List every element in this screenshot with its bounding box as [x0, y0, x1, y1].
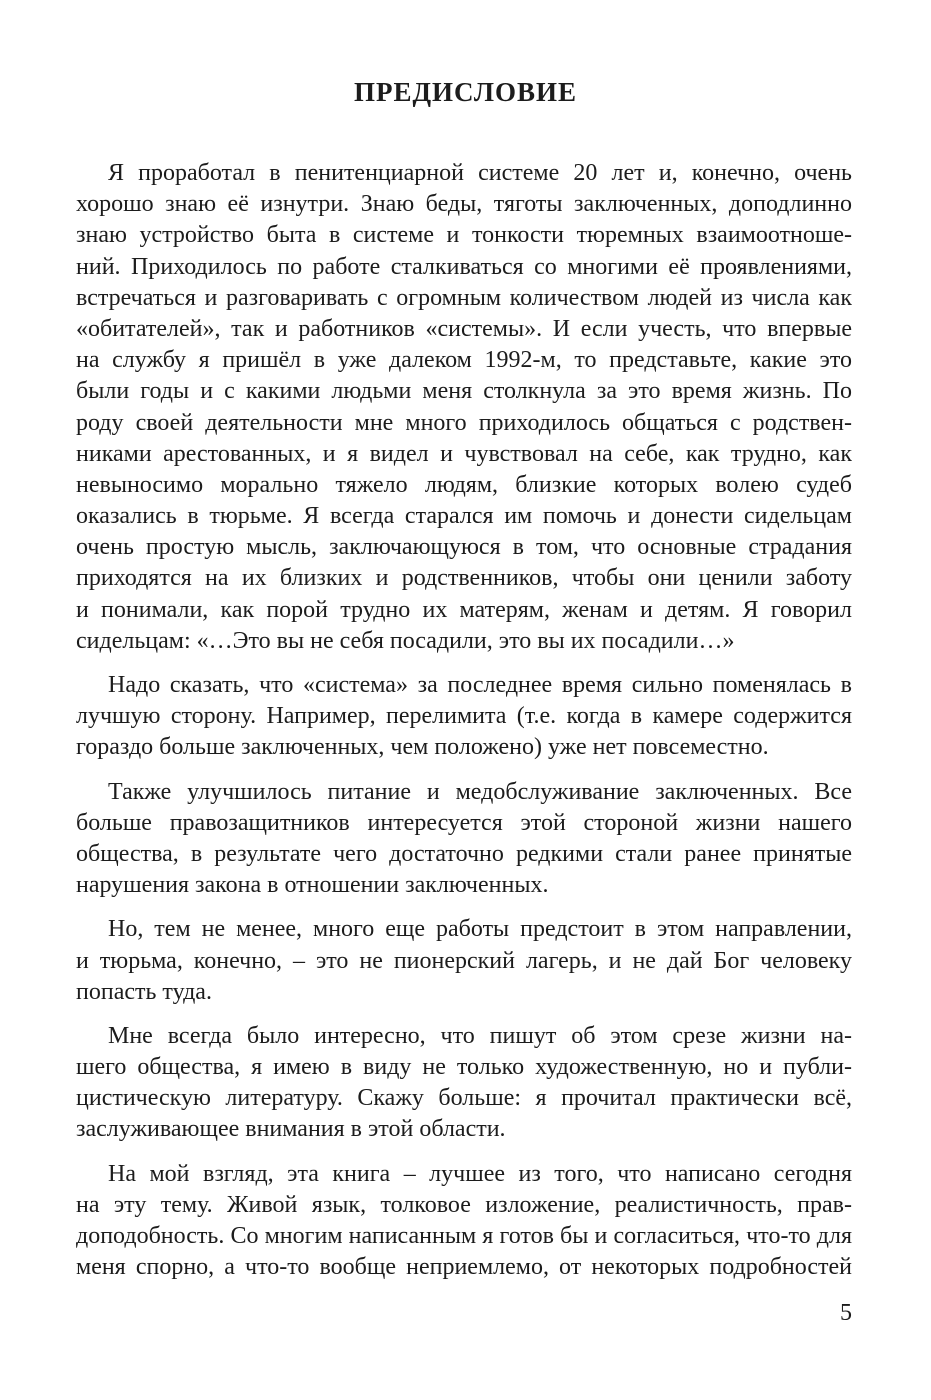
text-line: «обитателей», так и работников «системы». И если учесть, что впервые	[76, 315, 852, 342]
text-line: на службу я пришёл в уже далеком 1992-м, то представьте, какие это	[76, 347, 852, 374]
text-line: нарушения закона в отношении заключенных.	[76, 872, 549, 899]
text-line: общества, в результате чего достаточно редкими стали ранее принятые	[76, 840, 852, 867]
text-line: были годы и с какими людьми меня столкнула за это время жизнь. По	[76, 378, 852, 405]
text-line: шего общества, я имею в виду не только художественную, но и публи-	[76, 1054, 852, 1081]
text-line: На мой взгляд, эта книга – лучшее из того, что написано сегодня	[108, 1160, 852, 1187]
text-line: невыносимо морально тяжело людям, близкие которых волею судеб	[76, 471, 852, 498]
text-line: Я проработал в пенитенциарной системе 20 лет и, конечно, очень	[108, 160, 852, 186]
text-line: меня спорно, а что-то вообще неприемлемо, от некоторых подробностей	[76, 1254, 852, 1281]
paragraph	[76, 1159, 852, 1284]
text-line: очень простую мысль, заключающуюся в том, что основные страдания	[76, 534, 852, 561]
text-line: цистическую литературу. Скажу больше: я прочитал практически всё,	[76, 1085, 852, 1112]
text-line: Но, тем не менее, много еще работы предстоит в этом направлении,	[108, 916, 852, 943]
text-line: сидельцам: «…Это вы не себя посадили, это вы их посадили…»	[76, 627, 735, 654]
text-line: доподобность. Со многим написанным я готов бы и согласиться, что-то для	[76, 1223, 852, 1249]
paragraph	[76, 1021, 852, 1146]
text-line: заслуживающее внимания в этой области.	[76, 1116, 506, 1143]
text-line: Мне всегда было интересно, что пишут об этом срезе жизни на-	[108, 1022, 852, 1049]
text-line: встречаться и разговаривать с огромным количеством людей из числа как	[76, 284, 852, 311]
text-line: больше правозащитников интересуется этой стороной жизни нашего	[76, 809, 852, 836]
paragraph	[76, 777, 852, 902]
text-line: никами арестованных, и я видел и чувствовал на себе, как трудно, как	[76, 440, 852, 467]
text-line: роду своей деятельности мне много приходилось общаться с родствен-	[76, 409, 852, 436]
text-line: хорошо знаю её изнутри. Знаю беды, тяготы заключенных, доподлинно	[76, 191, 852, 218]
paragraph	[76, 914, 852, 1008]
text-line: оказались в тюрьме. Я всегда старался им помочь и донести сидельцам	[76, 503, 852, 530]
page-number: 5	[840, 1300, 852, 1326]
text-line: Также улучшилось питание и медобслуживание заключенных. Все	[108, 778, 852, 805]
text-line: знаю устройство быта в системе и тонкости тюремных взаимоотноше-	[76, 222, 852, 249]
text-line: лучшую сторону. Например, перелимита (т.е. когда в камере содержится	[76, 703, 852, 730]
paragraph	[76, 670, 852, 764]
preface-paragraphs	[76, 158, 852, 1296]
text-line: и тюрьма, конечно, – это не пионерский лагерь, и не дай Бог человеку	[76, 947, 852, 974]
paragraph	[76, 158, 852, 657]
text-line: на эту тему. Живой язык, толковое изложение, реалистичность, прав-	[76, 1191, 852, 1218]
text-line: гораздо больше заключенных, чем положено) уже нет повсеместно.	[76, 734, 769, 761]
text-line: попасть туда.	[76, 978, 212, 1005]
text-line: приходятся на их близких и родственников, чтобы они ценили заботу	[76, 565, 852, 592]
text-line: и понимали, как порой трудно их матерям, женам и детям. Я говорил	[76, 596, 852, 623]
text-line: ний. Приходилось по работе сталкиваться со многими её проявлениями,	[76, 253, 852, 280]
page-title: ПРЕДИСЛОВИЕ	[353, 77, 578, 107]
text-line: Надо сказать, что «система» за последнее время сильно поменялась в	[108, 672, 852, 698]
